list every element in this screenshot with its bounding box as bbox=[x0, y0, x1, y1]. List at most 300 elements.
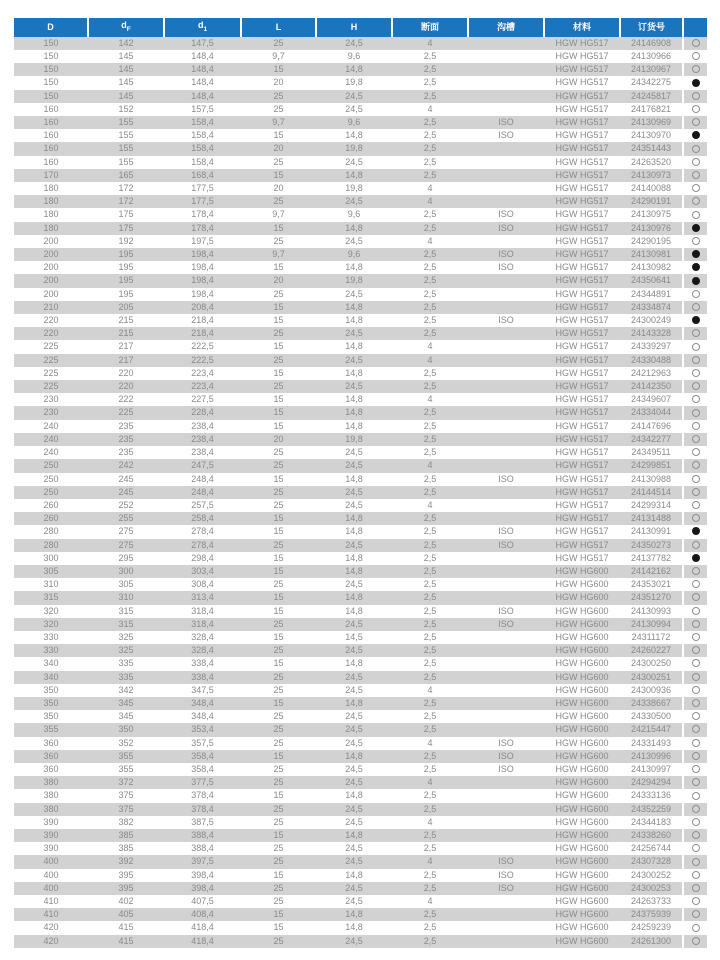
cell-H: 9,6 bbox=[316, 208, 392, 221]
table-row bbox=[14, 169, 707, 182]
cell-L: 20 bbox=[241, 274, 316, 287]
cell-dF: 245 bbox=[88, 473, 164, 486]
cell-D: 305 bbox=[14, 565, 88, 578]
cell-D: 150 bbox=[14, 50, 88, 63]
cell-groove bbox=[468, 842, 544, 855]
availability-open-circle-icon bbox=[692, 725, 700, 733]
availability-open-circle-icon bbox=[692, 673, 700, 681]
cell-avail bbox=[683, 578, 707, 591]
cell-material: HGW HG600 bbox=[544, 737, 620, 750]
cell-groove bbox=[468, 340, 544, 353]
availability-filled-circle-icon bbox=[692, 131, 700, 139]
table-row bbox=[14, 789, 707, 802]
cell-d1: 387,5 bbox=[164, 816, 241, 829]
table-row bbox=[14, 459, 707, 472]
cell-groove bbox=[468, 367, 544, 380]
availability-filled-circle-icon bbox=[692, 250, 700, 258]
table-row bbox=[14, 90, 707, 103]
cell-H: 14,8 bbox=[316, 552, 392, 565]
table-row bbox=[14, 156, 707, 169]
cell-D: 240 bbox=[14, 446, 88, 459]
cell-material: HGW HG517 bbox=[544, 63, 620, 76]
cell-H: 24,5 bbox=[316, 644, 392, 657]
cell-avail bbox=[683, 354, 707, 367]
cell-material: HGW HG517 bbox=[544, 406, 620, 419]
cell-order_no: 24146908 bbox=[620, 37, 683, 50]
column-header-d1: $d_1$ bbox=[164, 18, 241, 37]
cell-L: 15 bbox=[241, 565, 316, 578]
cell-L: 15 bbox=[241, 169, 316, 182]
cell-material: HGW HG517 bbox=[544, 103, 620, 116]
cell-D: 420 bbox=[14, 935, 88, 948]
cell-section: 4 bbox=[392, 340, 468, 353]
cell-H: 24,5 bbox=[316, 327, 392, 340]
availability-open-circle-icon bbox=[692, 118, 700, 126]
cell-H: 24,5 bbox=[316, 354, 392, 367]
cell-avail bbox=[683, 882, 707, 895]
cell-d1: 227,5 bbox=[164, 393, 241, 406]
cell-d1: 198,4 bbox=[164, 248, 241, 261]
table-row bbox=[14, 908, 707, 921]
cell-avail bbox=[683, 406, 707, 419]
cell-material: HGW HG517 bbox=[544, 380, 620, 393]
cell-L: 25 bbox=[241, 803, 316, 816]
cell-d1: 398,4 bbox=[164, 869, 241, 882]
cell-avail bbox=[683, 763, 707, 776]
cell-D: 420 bbox=[14, 921, 88, 934]
cell-order_no: 24300252 bbox=[620, 869, 683, 882]
cell-avail bbox=[683, 710, 707, 723]
cell-order_no: 24130988 bbox=[620, 473, 683, 486]
cell-D: 390 bbox=[14, 842, 88, 855]
cell-material: HGW HG600 bbox=[544, 671, 620, 684]
table-row bbox=[14, 50, 707, 63]
cell-D: 230 bbox=[14, 393, 88, 406]
cell-H: 19,8 bbox=[316, 274, 392, 287]
cell-D: 280 bbox=[14, 539, 88, 552]
availability-open-circle-icon bbox=[692, 382, 700, 390]
cell-H: 14,8 bbox=[316, 314, 392, 327]
cell-H: 24,5 bbox=[316, 671, 392, 684]
cell-groove bbox=[468, 90, 544, 103]
cell-groove bbox=[468, 710, 544, 723]
cell-avail bbox=[683, 565, 707, 578]
cell-D: 240 bbox=[14, 433, 88, 446]
cell-material: HGW HG600 bbox=[544, 921, 620, 934]
cell-H: 14,8 bbox=[316, 301, 392, 314]
cell-groove bbox=[468, 908, 544, 921]
cell-order_no: 24351270 bbox=[620, 591, 683, 604]
cell-order_no: 24333136 bbox=[620, 789, 683, 802]
cell-material: HGW HG600 bbox=[544, 829, 620, 842]
cell-dF: 275 bbox=[88, 539, 164, 552]
cell-material: HGW HG517 bbox=[544, 393, 620, 406]
table-row bbox=[14, 261, 707, 274]
cell-section: 2,5 bbox=[392, 750, 468, 763]
column-header-avail bbox=[683, 18, 707, 37]
cell-dF: 402 bbox=[88, 895, 164, 908]
cell-material: HGW HG600 bbox=[544, 855, 620, 868]
cell-d1: 177,5 bbox=[164, 195, 241, 208]
cell-groove bbox=[468, 301, 544, 314]
cell-avail bbox=[683, 789, 707, 802]
cell-dF: 217 bbox=[88, 340, 164, 353]
cell-order_no: 24349511 bbox=[620, 446, 683, 459]
table-row bbox=[14, 591, 707, 604]
cell-D: 280 bbox=[14, 525, 88, 538]
cell-avail bbox=[683, 842, 707, 855]
cell-D: 230 bbox=[14, 406, 88, 419]
cell-d1: 388,4 bbox=[164, 829, 241, 842]
cell-groove bbox=[468, 499, 544, 512]
cell-section: 2,5 bbox=[392, 763, 468, 776]
cell-d1: 278,4 bbox=[164, 539, 241, 552]
cell-dF: 385 bbox=[88, 842, 164, 855]
availability-filled-circle-icon bbox=[692, 277, 700, 285]
cell-section: 2,5 bbox=[392, 406, 468, 419]
cell-H: 19,8 bbox=[316, 142, 392, 155]
cell-avail bbox=[683, 248, 707, 261]
availability-open-circle-icon bbox=[692, 92, 700, 100]
cell-section: 2,5 bbox=[392, 50, 468, 63]
cell-section: 2,5 bbox=[392, 222, 468, 235]
cell-order_no: 24290191 bbox=[620, 195, 683, 208]
cell-L: 15 bbox=[241, 697, 316, 710]
cell-L: 25 bbox=[241, 763, 316, 776]
cell-order_no: 24307328 bbox=[620, 855, 683, 868]
cell-D: 360 bbox=[14, 763, 88, 776]
cell-d1: 223,4 bbox=[164, 380, 241, 393]
cell-L: 15 bbox=[241, 552, 316, 565]
cell-avail bbox=[683, 301, 707, 314]
cell-avail bbox=[683, 895, 707, 908]
column-header-groove: 沟槽 bbox=[468, 18, 544, 37]
cell-groove bbox=[468, 578, 544, 591]
table-row bbox=[14, 406, 707, 419]
cell-section: 2,5 bbox=[392, 420, 468, 433]
cell-material: HGW HG517 bbox=[544, 182, 620, 195]
cell-H: 24,5 bbox=[316, 723, 392, 736]
cell-H: 24,5 bbox=[316, 842, 392, 855]
cell-dF: 220 bbox=[88, 380, 164, 393]
cell-dF: 305 bbox=[88, 578, 164, 591]
cell-dF: 392 bbox=[88, 855, 164, 868]
cell-section: 2,5 bbox=[392, 301, 468, 314]
cell-H: 24,5 bbox=[316, 37, 392, 50]
cell-order_no: 24344891 bbox=[620, 288, 683, 301]
cell-D: 355 bbox=[14, 723, 88, 736]
cell-section: 2,5 bbox=[392, 552, 468, 565]
cell-d1: 248,4 bbox=[164, 473, 241, 486]
cell-dF: 372 bbox=[88, 776, 164, 789]
cell-dF: 395 bbox=[88, 882, 164, 895]
table-row bbox=[14, 539, 707, 552]
cell-avail bbox=[683, 644, 707, 657]
cell-order_no: 24342277 bbox=[620, 433, 683, 446]
cell-order_no: 24263520 bbox=[620, 156, 683, 169]
table-row bbox=[14, 63, 707, 76]
cell-H: 14,8 bbox=[316, 261, 392, 274]
cell-section: 4 bbox=[392, 182, 468, 195]
cell-D: 350 bbox=[14, 710, 88, 723]
cell-dF: 175 bbox=[88, 222, 164, 235]
cell-H: 24,5 bbox=[316, 499, 392, 512]
cell-L: 15 bbox=[241, 222, 316, 235]
cell-material: HGW HG517 bbox=[544, 288, 620, 301]
table-row bbox=[14, 869, 707, 882]
cell-dF: 217 bbox=[88, 354, 164, 367]
cell-avail bbox=[683, 908, 707, 921]
table-row bbox=[14, 248, 707, 261]
cell-groove bbox=[468, 380, 544, 393]
cell-H: 24,5 bbox=[316, 803, 392, 816]
cell-dF: 352 bbox=[88, 737, 164, 750]
cell-groove bbox=[468, 37, 544, 50]
cell-avail bbox=[683, 829, 707, 842]
cell-order_no: 24256744 bbox=[620, 842, 683, 855]
column-header-D: D bbox=[14, 18, 88, 37]
cell-order_no: 24130997 bbox=[620, 763, 683, 776]
cell-groove bbox=[468, 446, 544, 459]
cell-material: HGW HG600 bbox=[544, 565, 620, 578]
cell-L: 15 bbox=[241, 591, 316, 604]
cell-avail bbox=[683, 459, 707, 472]
cell-dF: 205 bbox=[88, 301, 164, 314]
cell-section: 2,5 bbox=[392, 314, 468, 327]
cell-section: 2,5 bbox=[392, 169, 468, 182]
availability-open-circle-icon bbox=[692, 778, 700, 786]
column-header-material: 材料 bbox=[544, 18, 620, 37]
cell-groove bbox=[468, 274, 544, 287]
availability-open-circle-icon bbox=[692, 858, 700, 866]
cell-H: 24,5 bbox=[316, 816, 392, 829]
table-row bbox=[14, 340, 707, 353]
cell-groove bbox=[468, 591, 544, 604]
table-row bbox=[14, 829, 707, 842]
cell-groove bbox=[468, 671, 544, 684]
cell-material: HGW HG517 bbox=[544, 274, 620, 287]
cell-D: 380 bbox=[14, 789, 88, 802]
cell-H: 24,5 bbox=[316, 895, 392, 908]
cell-L: 25 bbox=[241, 816, 316, 829]
cell-groove bbox=[468, 50, 544, 63]
cell-L: 25 bbox=[241, 486, 316, 499]
cell-d1: 168,4 bbox=[164, 169, 241, 182]
cell-D: 260 bbox=[14, 499, 88, 512]
cell-D: 330 bbox=[14, 644, 88, 657]
cell-material: HGW HG517 bbox=[544, 367, 620, 380]
cell-section: 2,5 bbox=[392, 525, 468, 538]
cell-L: 15 bbox=[241, 129, 316, 142]
cell-D: 240 bbox=[14, 420, 88, 433]
cell-groove: ISO bbox=[468, 737, 544, 750]
availability-filled-circle-icon bbox=[692, 79, 700, 87]
cell-avail bbox=[683, 288, 707, 301]
cell-L: 15 bbox=[241, 301, 316, 314]
availability-open-circle-icon bbox=[692, 501, 700, 509]
cell-H: 14,8 bbox=[316, 406, 392, 419]
cell-section: 4 bbox=[392, 895, 468, 908]
cell-groove bbox=[468, 631, 544, 644]
cell-dF: 255 bbox=[88, 512, 164, 525]
cell-D: 250 bbox=[14, 486, 88, 499]
cell-d1: 148,4 bbox=[164, 50, 241, 63]
cell-L: 9,7 bbox=[241, 208, 316, 221]
cell-order_no: 24330500 bbox=[620, 710, 683, 723]
table-row bbox=[14, 895, 707, 908]
cell-avail bbox=[683, 142, 707, 155]
cell-d1: 223,4 bbox=[164, 367, 241, 380]
table-row bbox=[14, 314, 707, 327]
cell-D: 390 bbox=[14, 816, 88, 829]
cell-groove: ISO bbox=[468, 763, 544, 776]
cell-groove: ISO bbox=[468, 473, 544, 486]
cell-H: 24,5 bbox=[316, 578, 392, 591]
cell-avail bbox=[683, 631, 707, 644]
table-row bbox=[14, 499, 707, 512]
cell-dF: 155 bbox=[88, 116, 164, 129]
cell-material: HGW HG600 bbox=[544, 869, 620, 882]
cell-L: 25 bbox=[241, 499, 316, 512]
cell-material: HGW HG517 bbox=[544, 248, 620, 261]
cell-groove: ISO bbox=[468, 882, 544, 895]
cell-dF: 225 bbox=[88, 406, 164, 419]
cell-D: 200 bbox=[14, 274, 88, 287]
cell-L: 25 bbox=[241, 37, 316, 50]
cell-L: 15 bbox=[241, 406, 316, 419]
cell-section: 2,5 bbox=[392, 882, 468, 895]
cell-avail bbox=[683, 657, 707, 670]
availability-open-circle-icon bbox=[692, 448, 700, 456]
cell-section: 2,5 bbox=[392, 274, 468, 287]
cell-groove: ISO bbox=[468, 605, 544, 618]
cell-dF: 222 bbox=[88, 393, 164, 406]
cell-order_no: 24147696 bbox=[620, 420, 683, 433]
cell-section: 2,5 bbox=[392, 473, 468, 486]
cell-H: 14,8 bbox=[316, 367, 392, 380]
cell-section: 2,5 bbox=[392, 710, 468, 723]
cell-D: 150 bbox=[14, 90, 88, 103]
table-row bbox=[14, 921, 707, 934]
cell-D: 180 bbox=[14, 182, 88, 195]
cell-section: 2,5 bbox=[392, 288, 468, 301]
cell-material: HGW HG517 bbox=[544, 314, 620, 327]
cell-material: HGW HG517 bbox=[544, 301, 620, 314]
cell-dF: 195 bbox=[88, 288, 164, 301]
cell-H: 24,5 bbox=[316, 618, 392, 631]
cell-d1: 158,4 bbox=[164, 116, 241, 129]
cell-L: 25 bbox=[241, 684, 316, 697]
cell-groove bbox=[468, 393, 544, 406]
cell-H: 9,6 bbox=[316, 116, 392, 129]
cell-dF: 220 bbox=[88, 367, 164, 380]
cell-material: HGW HG600 bbox=[544, 803, 620, 816]
availability-open-circle-icon bbox=[692, 924, 700, 932]
cell-material: HGW HG600 bbox=[544, 591, 620, 604]
cell-H: 24,5 bbox=[316, 737, 392, 750]
cell-order_no: 24130976 bbox=[620, 222, 683, 235]
cell-order_no: 24334044 bbox=[620, 406, 683, 419]
cell-d1: 178,4 bbox=[164, 222, 241, 235]
cell-d1: 248,4 bbox=[164, 486, 241, 499]
cell-material: HGW HG517 bbox=[544, 235, 620, 248]
availability-open-circle-icon bbox=[692, 158, 700, 166]
cell-avail bbox=[683, 393, 707, 406]
cell-L: 25 bbox=[241, 90, 316, 103]
cell-section: 2,5 bbox=[392, 512, 468, 525]
cell-dF: 405 bbox=[88, 908, 164, 921]
cell-H: 19,8 bbox=[316, 76, 392, 89]
cell-order_no: 24375939 bbox=[620, 908, 683, 921]
cell-L: 20 bbox=[241, 142, 316, 155]
cell-groove bbox=[468, 142, 544, 155]
cell-L: 25 bbox=[241, 855, 316, 868]
cell-section: 2,5 bbox=[392, 605, 468, 618]
cell-d1: 218,4 bbox=[164, 327, 241, 340]
table-row bbox=[14, 684, 707, 697]
table-row bbox=[14, 644, 707, 657]
cell-material: HGW HG600 bbox=[544, 618, 620, 631]
cell-order_no: 24259239 bbox=[620, 921, 683, 934]
cell-dF: 355 bbox=[88, 750, 164, 763]
table-header bbox=[14, 18, 707, 37]
availability-open-circle-icon bbox=[692, 290, 700, 298]
cell-order_no: 24130970 bbox=[620, 129, 683, 142]
table-row bbox=[14, 631, 707, 644]
cell-avail bbox=[683, 921, 707, 934]
cell-material: HGW HG517 bbox=[544, 37, 620, 50]
column-header-L: L bbox=[241, 18, 316, 37]
table-row bbox=[14, 288, 707, 301]
cell-D: 315 bbox=[14, 591, 88, 604]
cell-section: 2,5 bbox=[392, 486, 468, 499]
availability-filled-circle-icon bbox=[692, 527, 700, 535]
cell-section: 2,5 bbox=[392, 671, 468, 684]
cell-groove bbox=[468, 63, 544, 76]
cell-groove bbox=[468, 288, 544, 301]
cell-section: 2,5 bbox=[392, 578, 468, 591]
cell-D: 210 bbox=[14, 301, 88, 314]
availability-open-circle-icon bbox=[692, 369, 700, 377]
cell-material: HGW HG517 bbox=[544, 327, 620, 340]
cell-section: 2,5 bbox=[392, 842, 468, 855]
cell-material: HGW HG517 bbox=[544, 473, 620, 486]
cell-section: 4 bbox=[392, 103, 468, 116]
cell-D: 310 bbox=[14, 578, 88, 591]
cell-avail bbox=[683, 552, 707, 565]
cell-order_no: 24294294 bbox=[620, 776, 683, 789]
cell-material: HGW HG517 bbox=[544, 156, 620, 169]
table-row bbox=[14, 855, 707, 868]
cell-avail bbox=[683, 525, 707, 538]
cell-L: 25 bbox=[241, 103, 316, 116]
availability-open-circle-icon bbox=[692, 831, 700, 839]
cell-avail bbox=[683, 512, 707, 525]
cell-material: HGW HG517 bbox=[544, 169, 620, 182]
cell-groove bbox=[468, 829, 544, 842]
cell-order_no: 24130982 bbox=[620, 261, 683, 274]
cell-order_no: 24143328 bbox=[620, 327, 683, 340]
table-row bbox=[14, 473, 707, 486]
cell-material: HGW HG600 bbox=[544, 842, 620, 855]
cell-L: 25 bbox=[241, 195, 316, 208]
availability-open-circle-icon bbox=[692, 607, 700, 615]
availability-open-circle-icon bbox=[692, 39, 700, 47]
cell-d1: 158,4 bbox=[164, 156, 241, 169]
cell-order_no: 24300253 bbox=[620, 882, 683, 895]
cell-order_no: 24263733 bbox=[620, 895, 683, 908]
cell-D: 180 bbox=[14, 222, 88, 235]
